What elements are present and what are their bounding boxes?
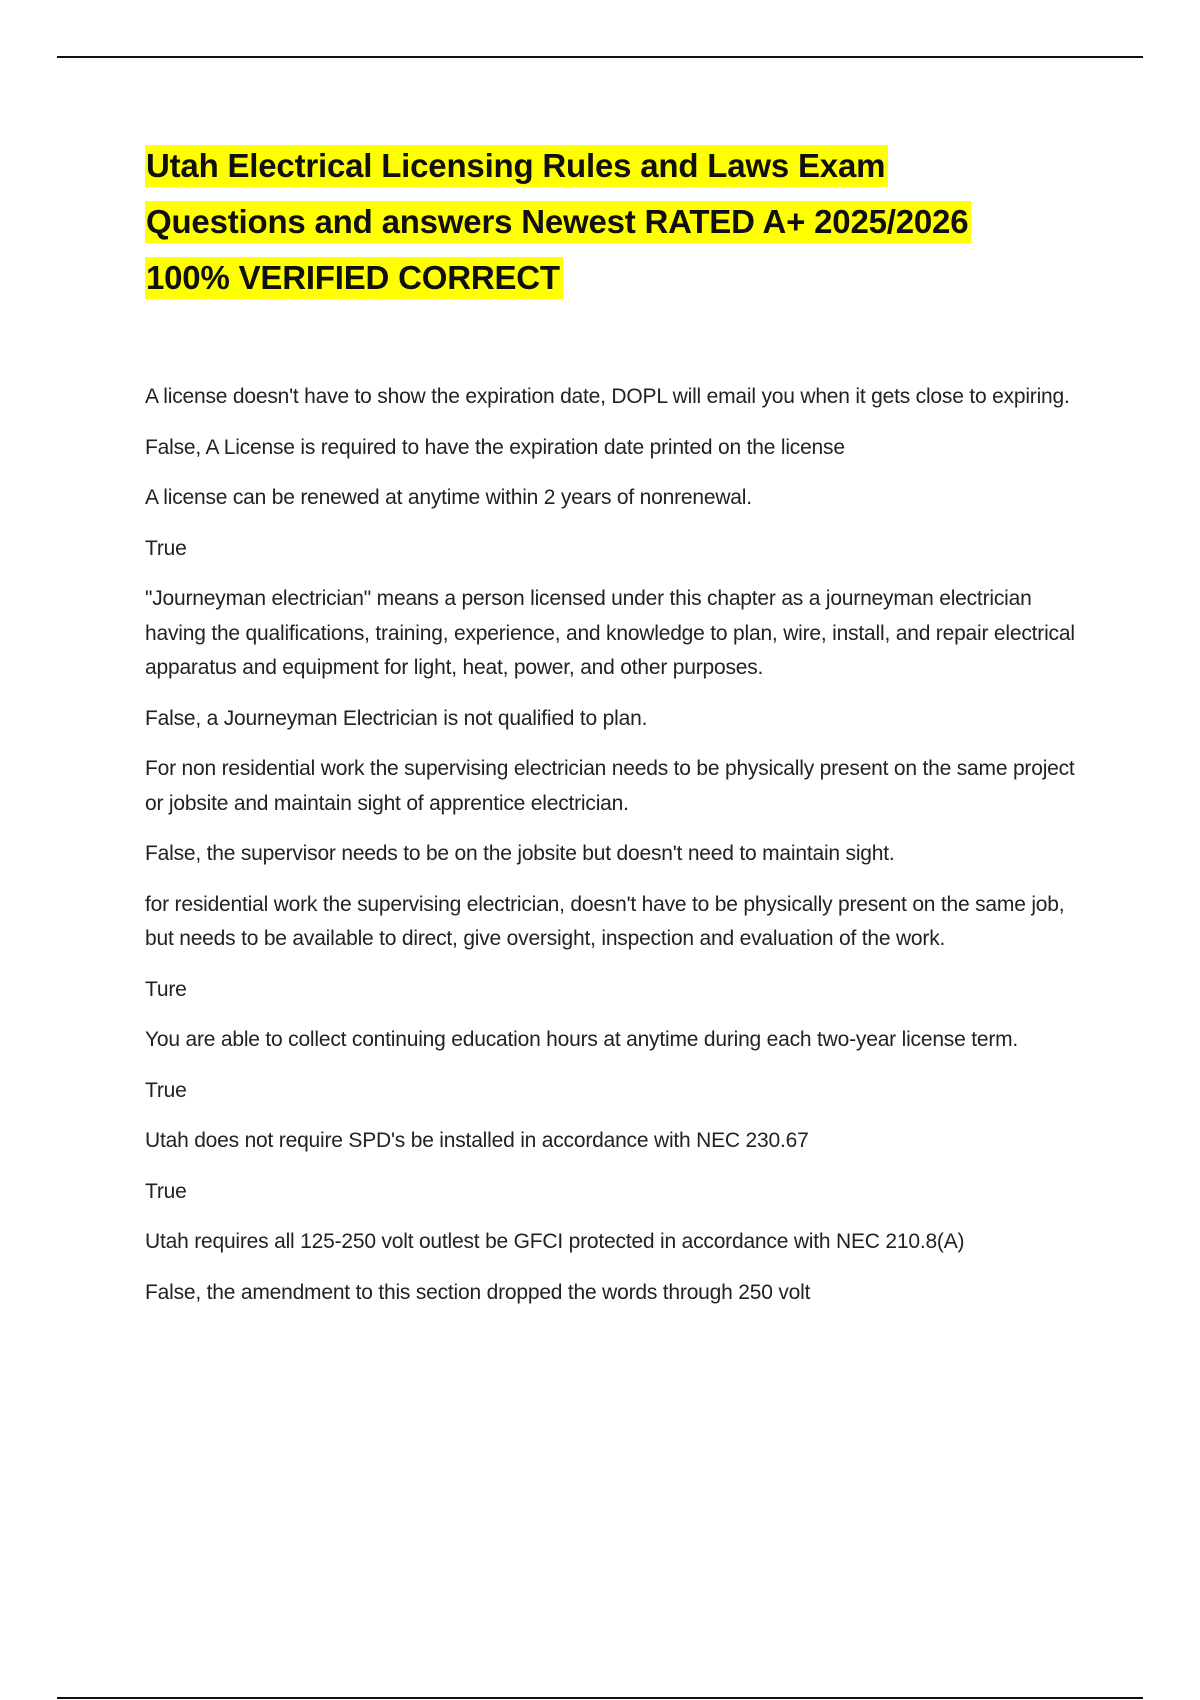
qa-item (145, 1023, 1090, 1108)
title-line (145, 255, 1105, 301)
title-line (145, 143, 1105, 189)
answer-text: False, the supervisor needs to be on the jobsite but doesn't need to maintain sight. (145, 842, 895, 865)
qa-item (145, 1124, 1090, 1209)
answer-text: False, the amendment to this section dropped the words through 250 volt (145, 1280, 811, 1304)
title-line (145, 199, 1105, 245)
qa-item (145, 888, 1090, 1008)
question-text: A license doesn't have to show the expiration date, DOPL will email you when it gets close to expiring. (145, 385, 1070, 408)
qa-item (145, 481, 1090, 566)
qa-item (145, 380, 1090, 465)
question-text: Utah requires all 125-250 volt outlest be GFCI protected in accordance with NEC 210.8(A) (145, 1230, 965, 1253)
qa-item (145, 752, 1090, 872)
question-text: For non residential work the supervising electrician needs to be physically present on the same project or jobsite and maintain sight of apprentice electrician. (145, 757, 1075, 815)
question-answer-list (145, 380, 1090, 1326)
answer-text: True (145, 536, 187, 560)
qa-item (145, 1225, 1090, 1310)
title-line-text: 100% VERIFIED CORRECT (145, 257, 563, 299)
title-line-text: Utah Electrical Licensing Rules and Laws Exam (145, 145, 888, 187)
question-text: A license can be renewed at anytime within 2 years of nonrenewal. (145, 486, 752, 509)
qa-item (145, 582, 1090, 736)
answer-text: False, a Journeyman Electrician is not qualified to plan. (145, 706, 648, 730)
question-text: "Journeyman electrician" means a person licensed under this chapter as a journeyman electrician having the qualifications, training, experience, and knowledge to plan, wire, install, and repair electrical apparatus and equipment for light, heat, power, and other purposes. (145, 587, 1075, 679)
answer-text: Ture (145, 977, 187, 1001)
answer-text: False, A License is required to have the expiration date printed on the license (145, 435, 845, 459)
question-text: Utah does not require SPD's be installed in accordance with NEC 230.67 (145, 1129, 809, 1152)
document-title (145, 143, 1105, 311)
question-text: You are able to collect continuing education hours at anytime during each two-year license term. (145, 1028, 1019, 1051)
top-divider (57, 56, 1143, 58)
answer-text: True (145, 1179, 187, 1203)
answer-text: True (145, 1078, 187, 1102)
bottom-divider (57, 1697, 1143, 1699)
title-line-text: Questions and answers Newest RATED A+ 2025/2026 (145, 201, 971, 243)
question-text: for residential work the supervising electrician, doesn't have to be physically present on the same job, but needs to be available to direct, give oversight, inspection and evaluation of the work. (145, 892, 1065, 950)
